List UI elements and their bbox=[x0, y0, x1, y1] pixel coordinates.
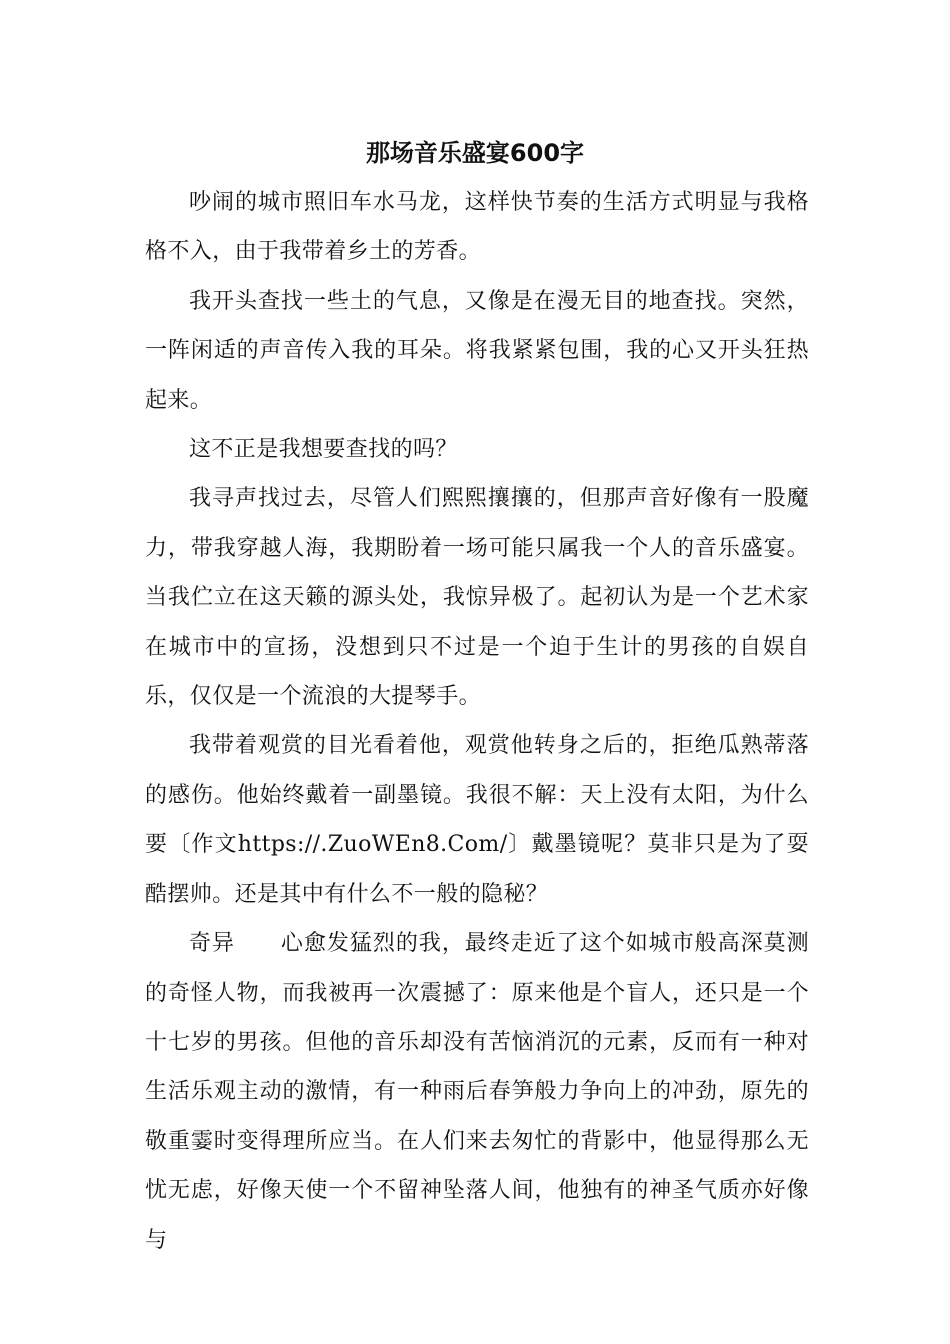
document-title: 那场音乐盛宴600字 bbox=[365, 139, 585, 167]
paragraph-2: 我开头查找一些土的气息，又像是在漫无目的地查找。突然，一阵闲适的声音传入我的耳朵。将我紧紧包围，我的心又开头狂热起来。 bbox=[145, 288, 809, 413]
paragraph-1: 吵闹的城市照旧车水马龙，这样快节奏的生活方式明显与我格格不入，由于我带着乡土的芳香。 bbox=[145, 190, 809, 265]
paragraph-6: 奇异 心愈发猛烈的我，最终走近了这个如城市般高深莫测的奇怪人物，而我被再一次震撼了：原来他是个盲人，还只是一个十七岁的男孩。但他的音乐却没有苦恼消沉的元素，反而有一种对生活乐观主动的激情，有一种雨后春笋般力争向上的冲劲，原先的敬重霎时变得理所应当。在人们来去匆忙的背影中，他显得那么无忧无虑，好像天使一个不留神坠落人间，他独有的神圣气质亦好像与 bbox=[145, 931, 809, 1253]
paragraph-3: 这不正是我想要查找的吗？ bbox=[189, 437, 458, 463]
paragraph-4: 我寻声找过去，尽管人们熙熙攘攘的，但那声音好像有一股魔力，带我穿越人海，我期盼着一场可能只属我一个人的音乐盛宴。当我伫立在这天籁的源头处，我惊异极了。起初认为是一个艺术家在城市中的宣扬，没想到只不过是一个迫于生计的男孩的自娱自乐，仅仅是一个流浪的大提琴手。 bbox=[145, 486, 809, 710]
document-body bbox=[145, 178, 809, 1265]
paragraph-5: 我带着观赏的目光看着他，观赏他转身之后的，拒绝瓜熟蒂落的感伤。他始终戴着一副墨镜。我很不解：天上没有太阳，为什么要〔作文https://.ZuoWEn8.Com/〕戴墨镜呢？莫非只是为了耍酷摆帅。还是其中有什么不一般的隐秘？ bbox=[145, 733, 809, 907]
